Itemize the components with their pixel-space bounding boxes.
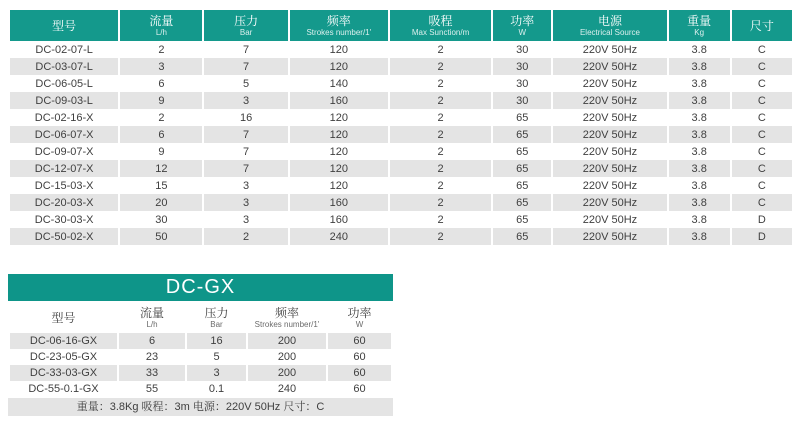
dcgx-header-row xyxy=(10,302,391,333)
cell-model: DC-09-07-X xyxy=(10,143,118,160)
col-header-label-en: L/h xyxy=(146,320,158,329)
table-row xyxy=(10,381,391,397)
cell-source: 220V 50Hz xyxy=(553,58,666,75)
col-header-label-zh: 压力 xyxy=(234,14,259,28)
cell-flow: 15 xyxy=(120,177,202,194)
cell-flow: 9 xyxy=(120,92,202,109)
col-header-flow xyxy=(120,10,202,41)
cell-model: DC-50-02-X xyxy=(10,228,118,245)
table-row xyxy=(10,92,792,109)
col-header-label-zh: 压力 xyxy=(204,306,229,320)
cell-pressure: 7 xyxy=(204,160,287,177)
table-row xyxy=(10,75,792,92)
cell-flow: 6 xyxy=(120,75,202,92)
cell-frequency: 140 xyxy=(290,75,388,92)
cell-source: 220V 50Hz xyxy=(553,126,666,143)
col-header-frequency xyxy=(248,302,326,333)
cell-flow: 33 xyxy=(119,365,185,381)
cell-size: D xyxy=(732,228,792,245)
cell-model: DC-15-03-X xyxy=(10,177,118,194)
cell-pressure: 7 xyxy=(204,58,287,75)
cell-pressure: 7 xyxy=(204,143,287,160)
spec-table-body xyxy=(10,41,792,245)
cell-weight: 3.8 xyxy=(669,211,730,228)
col-header-label-zh: 型号 xyxy=(52,18,77,33)
cell-source: 220V 50Hz xyxy=(553,194,666,211)
cell-frequency: 120 xyxy=(290,58,388,75)
cell-power: 60 xyxy=(328,365,391,381)
cell-model: DC-30-03-X xyxy=(10,211,118,228)
cell-model: DC-03-07-L xyxy=(10,58,118,75)
cell-suction: 2 xyxy=(390,75,491,92)
col-header-suction xyxy=(390,10,491,41)
cell-power: 65 xyxy=(493,228,551,245)
cell-weight: 3.8 xyxy=(669,109,730,126)
cell-size: C xyxy=(732,75,792,92)
cell-model: DC-23-05-GX xyxy=(10,349,117,365)
cell-frequency: 240 xyxy=(290,228,388,245)
table-row xyxy=(10,194,792,211)
cell-size: C xyxy=(732,160,792,177)
cell-source: 220V 50Hz xyxy=(553,109,666,126)
col-header-label-zh: 电源 xyxy=(597,14,622,28)
col-header-label-en: Strokes number/1' xyxy=(254,320,320,329)
col-header-label-zh: 功率 xyxy=(510,14,535,28)
cell-source: 220V 50Hz xyxy=(553,41,666,58)
col-header-label-zh: 重量 xyxy=(687,14,712,28)
col-header-model xyxy=(10,10,118,41)
cell-suction: 2 xyxy=(390,143,491,160)
cell-frequency: 120 xyxy=(290,41,388,58)
cell-weight: 3.8 xyxy=(669,228,730,245)
cell-frequency: 160 xyxy=(290,211,388,228)
cell-suction: 2 xyxy=(390,58,491,75)
spec-table xyxy=(8,10,794,245)
col-header-pressure xyxy=(187,302,246,333)
cell-model: DC-06-07-X xyxy=(10,126,118,143)
col-header-power xyxy=(493,10,551,41)
col-header-label-zh: 功率 xyxy=(347,306,372,320)
cell-power: 65 xyxy=(493,211,551,228)
col-header-label-en: Kg xyxy=(694,28,705,37)
cell-source: 220V 50Hz xyxy=(553,143,666,160)
col-header-label-en: Electrical Source xyxy=(579,28,640,37)
cell-frequency: 160 xyxy=(290,194,388,211)
cell-weight: 3.8 xyxy=(669,58,730,75)
col-header-label-zh: 型号 xyxy=(51,310,76,325)
cell-power: 65 xyxy=(493,143,551,160)
cell-suction: 2 xyxy=(390,92,491,109)
cell-model: DC-06-05-L xyxy=(10,75,118,92)
cell-size: C xyxy=(732,126,792,143)
cell-weight: 3.8 xyxy=(669,75,730,92)
cell-weight: 3.8 xyxy=(669,41,730,58)
col-header-label-zh: 吸程 xyxy=(428,14,453,28)
dcgx-table-body xyxy=(10,333,391,397)
cell-size: C xyxy=(732,109,792,126)
cell-source: 220V 50Hz xyxy=(553,177,666,194)
cell-source: 220V 50Hz xyxy=(553,92,666,109)
cell-power: 65 xyxy=(493,177,551,194)
cell-frequency: 200 xyxy=(248,333,326,349)
cell-pressure: 16 xyxy=(204,109,287,126)
table-row xyxy=(10,126,792,143)
col-header-pressure xyxy=(204,10,287,41)
cell-frequency: 120 xyxy=(290,143,388,160)
cell-size: C xyxy=(732,41,792,58)
cell-frequency: 120 xyxy=(290,126,388,143)
cell-power: 65 xyxy=(493,194,551,211)
cell-frequency: 120 xyxy=(290,109,388,126)
cell-weight: 3.8 xyxy=(669,126,730,143)
table-row xyxy=(10,41,792,58)
col-header-label-en: Bar xyxy=(210,320,223,329)
cell-suction: 2 xyxy=(390,109,491,126)
spec-table-section xyxy=(8,10,794,245)
cell-frequency: 200 xyxy=(248,365,326,381)
cell-power: 60 xyxy=(328,333,391,349)
col-header-label-en: W xyxy=(355,320,364,329)
cell-power: 60 xyxy=(328,349,391,365)
cell-flow: 23 xyxy=(119,349,185,365)
table-row xyxy=(10,333,391,349)
cell-pressure: 3 xyxy=(204,177,287,194)
cell-suction: 2 xyxy=(390,211,491,228)
cell-weight: 3.8 xyxy=(669,177,730,194)
cell-source: 220V 50Hz xyxy=(553,228,666,245)
dcgx-footnote: 重量：3.8Kg 吸程：3m 电源：220V 50Hz 尺寸：C xyxy=(8,398,393,416)
cell-pressure: 3 xyxy=(187,365,246,381)
dcgx-table xyxy=(8,302,393,397)
cell-suction: 2 xyxy=(390,126,491,143)
cell-size: C xyxy=(732,58,792,75)
cell-suction: 2 xyxy=(390,177,491,194)
cell-suction: 2 xyxy=(390,194,491,211)
cell-flow: 50 xyxy=(120,228,202,245)
spec-header-row xyxy=(10,10,792,41)
cell-flow: 20 xyxy=(120,194,202,211)
cell-power: 30 xyxy=(493,41,551,58)
cell-size: D xyxy=(732,211,792,228)
col-header-frequency xyxy=(290,10,388,41)
col-header-label-en: Bar xyxy=(239,28,253,37)
col-header-flow xyxy=(119,302,185,333)
table-row xyxy=(10,160,792,177)
cell-pressure: 3 xyxy=(204,194,287,211)
cell-flow: 30 xyxy=(120,211,202,228)
cell-power: 30 xyxy=(493,92,551,109)
table-row xyxy=(10,177,792,194)
cell-pressure: 0.1 xyxy=(187,381,246,397)
cell-model: DC-09-03-L xyxy=(10,92,118,109)
cell-size: C xyxy=(732,92,792,109)
cell-pressure: 3 xyxy=(204,211,287,228)
cell-frequency: 120 xyxy=(290,177,388,194)
spec-table-header xyxy=(10,10,792,41)
cell-flow: 3 xyxy=(120,58,202,75)
cell-power: 65 xyxy=(493,160,551,177)
cell-power: 65 xyxy=(493,126,551,143)
cell-model: DC-02-16-X xyxy=(10,109,118,126)
cell-weight: 3.8 xyxy=(669,143,730,160)
cell-frequency: 160 xyxy=(290,92,388,109)
cell-model: DC-20-03-X xyxy=(10,194,118,211)
cell-pressure: 7 xyxy=(204,41,287,58)
cell-power: 30 xyxy=(493,58,551,75)
col-header-label-zh: 流量 xyxy=(149,14,174,28)
cell-source: 220V 50Hz xyxy=(553,211,666,228)
cell-frequency: 120 xyxy=(290,160,388,177)
cell-suction: 2 xyxy=(390,228,491,245)
table-row xyxy=(10,365,391,381)
cell-suction: 2 xyxy=(390,41,491,58)
col-header-weight xyxy=(669,10,730,41)
dcgx-title: DC-GX xyxy=(165,276,236,298)
table-row xyxy=(10,211,792,228)
cell-model: DC-55-0.1-GX xyxy=(10,381,117,397)
table-row xyxy=(10,109,792,126)
cell-suction: 2 xyxy=(390,160,491,177)
table-row xyxy=(10,228,792,245)
col-header-label-zh: 频率 xyxy=(274,306,299,320)
cell-flow: 6 xyxy=(120,126,202,143)
cell-flow: 2 xyxy=(120,109,202,126)
cell-source: 220V 50Hz xyxy=(553,160,666,177)
cell-pressure: 16 xyxy=(187,333,246,349)
cell-model: DC-12-07-X xyxy=(10,160,118,177)
col-header-model xyxy=(10,302,117,333)
cell-pressure: 5 xyxy=(204,75,287,92)
dcgx-table-section xyxy=(8,274,393,416)
cell-size: C xyxy=(732,177,792,194)
cell-flow: 6 xyxy=(119,333,185,349)
cell-model: DC-33-03-GX xyxy=(10,365,117,381)
cell-weight: 3.8 xyxy=(669,160,730,177)
col-header-label-zh: 频率 xyxy=(326,14,351,28)
col-header-label-zh: 流量 xyxy=(139,306,164,320)
cell-source: 220V 50Hz xyxy=(553,75,666,92)
table-row xyxy=(10,349,391,365)
cell-weight: 3.8 xyxy=(669,194,730,211)
cell-flow: 55 xyxy=(119,381,185,397)
dcgx-title-banner xyxy=(8,274,393,301)
table-row xyxy=(10,58,792,75)
cell-pressure: 5 xyxy=(187,349,246,365)
cell-pressure: 7 xyxy=(204,126,287,143)
cell-flow: 12 xyxy=(120,160,202,177)
cell-weight: 3.8 xyxy=(669,92,730,109)
col-header-power xyxy=(328,302,391,333)
cell-frequency: 200 xyxy=(248,349,326,365)
cell-model: DC-06-16-GX xyxy=(10,333,117,349)
col-header-label-en: W xyxy=(518,28,527,37)
cell-power: 65 xyxy=(493,109,551,126)
cell-flow: 2 xyxy=(120,41,202,58)
cell-power: 60 xyxy=(328,381,391,397)
cell-pressure: 3 xyxy=(204,92,287,109)
col-header-label-zh: 尺寸 xyxy=(749,18,774,33)
cell-size: C xyxy=(732,194,792,211)
dcgx-table-header xyxy=(10,302,391,333)
cell-power: 30 xyxy=(493,75,551,92)
cell-model: DC-02-07-L xyxy=(10,41,118,58)
cell-size: C xyxy=(732,143,792,160)
col-header-label-en: L/h xyxy=(155,28,167,37)
col-header-label-en: Max Sunction/m xyxy=(411,28,470,37)
col-header-source xyxy=(553,10,666,41)
col-header-size xyxy=(732,10,792,41)
cell-flow: 9 xyxy=(120,143,202,160)
cell-pressure: 2 xyxy=(204,228,287,245)
col-header-label-en: Strokes number/1' xyxy=(306,28,372,37)
table-row xyxy=(10,143,792,160)
cell-frequency: 240 xyxy=(248,381,326,397)
